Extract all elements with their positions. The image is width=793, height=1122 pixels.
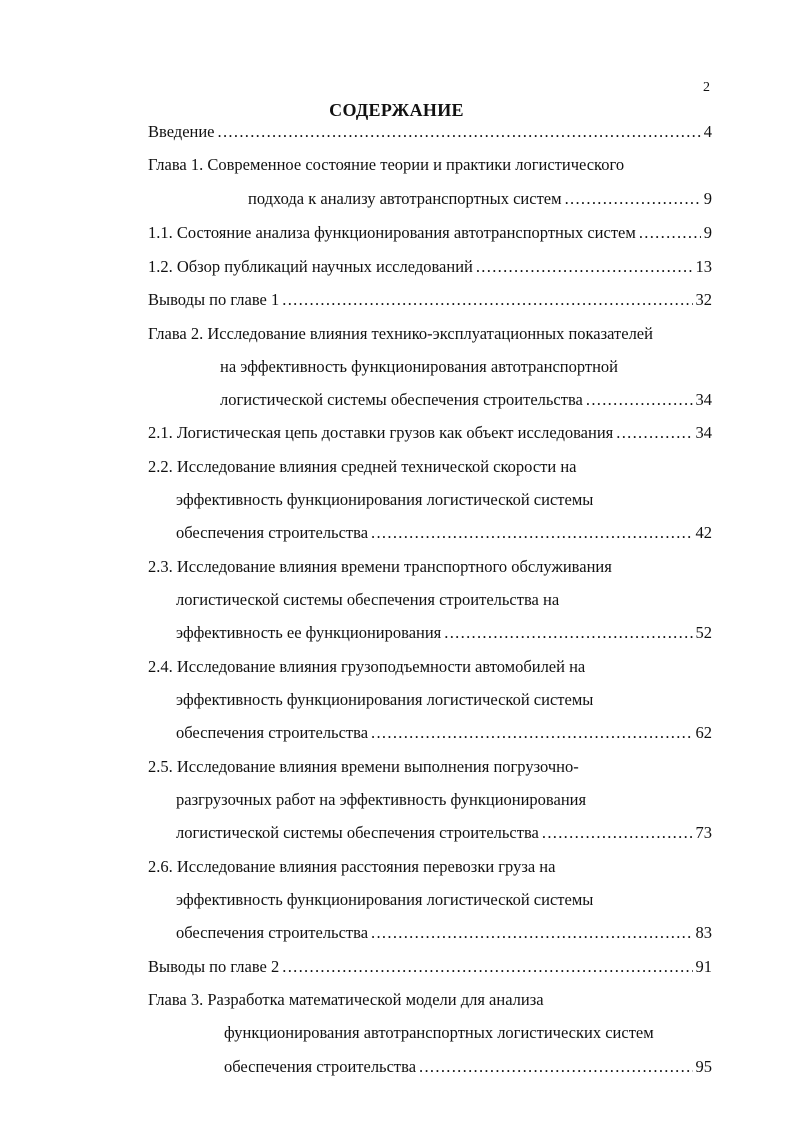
toc-entry-text: подхода к анализу автотранспортных систем	[248, 189, 562, 208]
toc-section-2-6-line1: 2.6. Исследование влияния расстояния перевозки груза на	[148, 857, 556, 876]
toc-entry-page: 42	[695, 523, 712, 542]
toc-section-2-1	[148, 421, 712, 445]
toc-chapter-3-line1: Глава 3. Разработка математической модели для анализа	[148, 990, 544, 1009]
dot-leader	[371, 921, 692, 945]
dot-leader	[639, 221, 701, 245]
toc-title: СОДЕРЖАНИЕ	[329, 100, 464, 120]
toc-entry-text: обеспечения строительства	[176, 723, 369, 742]
toc-chapter-3-line2: функционирования автотранспортных логистических систем	[224, 1023, 654, 1042]
toc-section-2-5-line2: разгрузочных работ на эффективность функционирования	[176, 790, 587, 809]
toc-entry-text: Выводы по главе 1	[148, 290, 280, 309]
toc-entry-text: эффективность ее функционирования	[176, 623, 442, 642]
dot-leader	[282, 955, 692, 979]
toc-entry-page: 91	[695, 957, 712, 976]
toc-section-2-2-line3	[176, 521, 712, 545]
toc-entry-page: 73	[695, 823, 712, 842]
toc-entry-text: обеспечения строительства	[224, 1057, 417, 1076]
toc-entry-page: 62	[695, 723, 712, 742]
toc-entry-page: 32	[695, 290, 712, 309]
toc-section-2-3-line1: 2.3. Исследование влияния времени транспортного обслуживания	[148, 557, 612, 576]
dot-leader	[218, 120, 701, 144]
toc-entry-page: 95	[695, 1057, 712, 1076]
dot-leader	[616, 421, 692, 445]
toc-entry-text: 2.1. Логистическая цепь доставки грузов как объект исследования	[148, 423, 614, 442]
toc-entry-page: 34	[695, 390, 712, 409]
toc-section-2-4-line3	[176, 721, 712, 745]
page-number: 2	[703, 80, 710, 95]
toc-section-1-2	[148, 255, 712, 279]
toc-entry-page: 83	[695, 923, 712, 942]
toc-entry-text: 1.2. Обзор публикаций научных исследований	[148, 257, 473, 276]
toc-section-2-3-line2: логистической системы обеспечения строительства на	[176, 590, 560, 609]
toc-section-2-2-line1: 2.2. Исследование влияния средней технической скорости на	[148, 457, 577, 476]
dot-leader	[444, 621, 692, 645]
toc-section-2-5-line1: 2.5. Исследование влияния времени выполнения погрузочно-	[148, 757, 579, 776]
toc-entry-text: логистической системы обеспечения строительства	[176, 823, 539, 842]
toc-section-2-3-line3	[176, 621, 712, 645]
toc-entry-page: 52	[695, 623, 712, 642]
toc-entry-text: 1.1. Состояние анализа функционирования автотранспортных систем	[148, 223, 636, 242]
toc-section-2-4-line1: 2.4. Исследование влияния грузоподъемности автомобилей на	[148, 657, 586, 676]
toc-entry-text: обеспечения строительства	[176, 523, 369, 542]
toc-entry-page: 9	[703, 223, 712, 242]
toc-entry-page: 4	[703, 122, 712, 141]
dot-leader	[419, 1055, 692, 1079]
toc-entry-page: 34	[695, 423, 712, 442]
toc-entry-page: 9	[703, 189, 712, 208]
dot-leader	[371, 721, 692, 745]
toc-conclusions-2	[148, 955, 712, 979]
dot-leader	[282, 288, 692, 312]
toc-entry-text: Введение	[148, 122, 215, 141]
toc-chapter-2-line2: на эффективность функционирования автотранспортной	[220, 357, 618, 376]
toc-chapter-2-line3	[220, 388, 712, 412]
toc-entry-text: логистической системы обеспечения строительства	[220, 390, 583, 409]
toc-entry-text: обеспечения строительства	[176, 923, 369, 942]
toc-section-2-4-line2: эффективность функционирования логистической системы	[176, 690, 594, 709]
toc-conclusions-1	[148, 288, 712, 312]
toc-section-1-1	[148, 221, 712, 245]
toc-chapter-2-line1: Глава 2. Исследование влияния технико-эксплуатационных показателей	[148, 324, 653, 343]
toc-chapter-1-line1: Глава 1. Современное состояние теории и практики логистического	[148, 155, 625, 174]
dot-leader	[586, 388, 693, 412]
dot-leader	[371, 521, 692, 545]
toc-entry-intro	[148, 120, 712, 144]
dot-leader	[476, 255, 693, 279]
toc-entry-text: Выводы по главе 2	[148, 957, 280, 976]
dot-leader	[542, 821, 693, 845]
toc-entry-page: 13	[695, 257, 712, 276]
toc-section-2-6-line3	[176, 921, 712, 945]
toc-chapter-3-line3	[224, 1055, 712, 1079]
toc-section-2-2-line2: эффективность функционирования логистической системы	[176, 490, 594, 509]
toc-chapter-1-line2	[248, 187, 712, 211]
toc-section-2-5-line3	[176, 821, 712, 845]
toc-section-2-6-line2: эффективность функционирования логистической системы	[176, 890, 594, 909]
dot-leader	[565, 187, 701, 211]
